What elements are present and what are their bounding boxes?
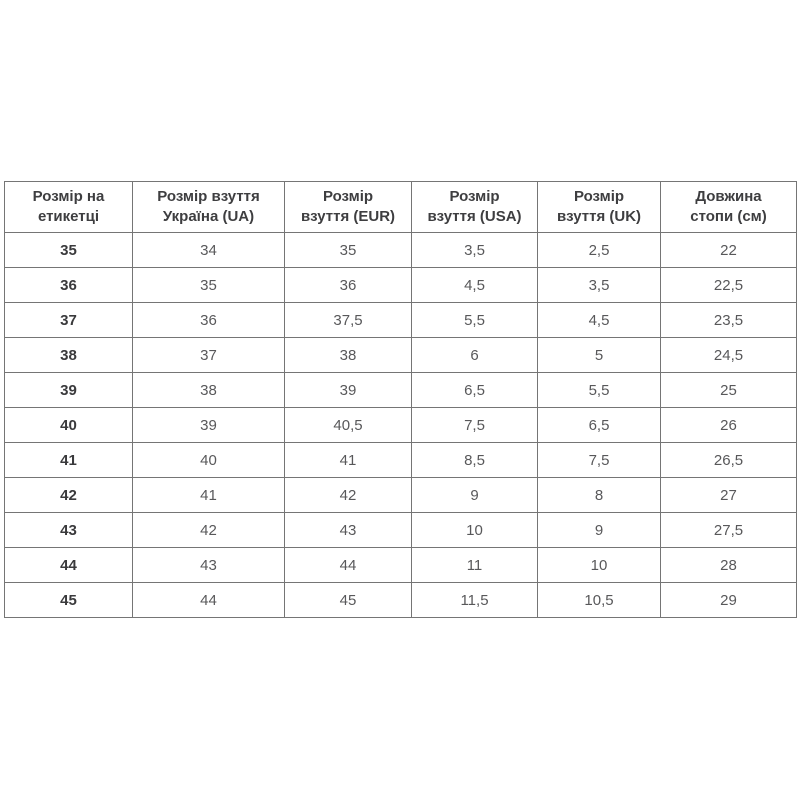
cell-usa: 7,5 [412,408,538,443]
header-line: Україна (UA) [162,208,255,225]
cell-uk: 7,5 [538,443,661,478]
table-row [5,408,797,443]
cell-cm: 23,5 [661,303,797,338]
cell-cm: 27,5 [661,513,797,548]
table-row [5,373,797,408]
cell-usa: 11,5 [412,583,538,618]
cell-ua: 39 [133,408,285,443]
cell-uk: 4,5 [538,303,661,338]
table-row [5,268,797,303]
cell-usa: 10 [412,513,538,548]
cell-eur: 44 [285,548,412,583]
cell-ua: 40 [133,443,285,478]
cell-label: 40 [5,408,133,443]
shoe-size-conversion-table [4,181,797,618]
cell-usa: 3,5 [412,233,538,268]
header-foot-length-cm [661,182,797,233]
cell-uk: 3,5 [538,268,661,303]
cell-label: 42 [5,478,133,513]
cell-label: 35 [5,233,133,268]
cell-label: 44 [5,548,133,583]
cell-cm: 29 [661,583,797,618]
cell-usa: 5,5 [412,303,538,338]
header-line: етикетці [37,208,100,225]
cell-ua: 36 [133,303,285,338]
cell-usa: 8,5 [412,443,538,478]
cell-label: 38 [5,338,133,373]
cell-ua: 38 [133,373,285,408]
table-header [5,182,797,233]
cell-uk: 10,5 [538,583,661,618]
cell-cm: 26,5 [661,443,797,478]
cell-cm: 27 [661,478,797,513]
cell-uk: 9 [538,513,661,548]
cell-eur: 35 [285,233,412,268]
cell-eur: 36 [285,268,412,303]
cell-eur: 45 [285,583,412,618]
cell-label: 37 [5,303,133,338]
header-line: взуття (UK) [556,208,642,225]
cell-ua: 44 [133,583,285,618]
header-line: Розмір [573,188,625,205]
header-line: Розмір [322,188,374,205]
cell-cm: 25 [661,373,797,408]
cell-label: 45 [5,583,133,618]
header-line: Розмір [449,188,500,205]
cell-uk: 8 [538,478,661,513]
cell-eur: 40,5 [285,408,412,443]
table-body [5,233,797,618]
cell-cm: 28 [661,548,797,583]
header-size-on-label [5,182,133,233]
header-size-usa [412,182,538,233]
table-row [5,443,797,478]
cell-uk: 2,5 [538,233,661,268]
cell-uk: 5,5 [538,373,661,408]
header-size-eur [285,182,412,233]
cell-label: 39 [5,373,133,408]
cell-eur: 42 [285,478,412,513]
cell-label: 41 [5,443,133,478]
cell-eur: 43 [285,513,412,548]
cell-usa: 4,5 [412,268,538,303]
header-row [5,182,797,233]
cell-ua: 43 [133,548,285,583]
header-line: взуття (EUR) [300,208,396,225]
cell-uk: 6,5 [538,408,661,443]
header-line: Довжина [695,188,762,205]
cell-label: 43 [5,513,133,548]
cell-eur: 41 [285,443,412,478]
cell-ua: 37 [133,338,285,373]
header-line: Розмір на [32,188,105,205]
cell-eur: 38 [285,338,412,373]
table-row [5,303,797,338]
cell-eur: 39 [285,373,412,408]
cell-ua: 34 [133,233,285,268]
cell-usa: 6,5 [412,373,538,408]
table-row [5,338,797,373]
cell-uk: 5 [538,338,661,373]
header-size-ua [133,182,285,233]
header-line: Розмір взуття [157,188,260,205]
cell-ua: 42 [133,513,285,548]
cell-uk: 10 [538,548,661,583]
cell-cm: 24,5 [661,338,797,373]
cell-usa: 11 [412,548,538,583]
cell-cm: 22 [661,233,797,268]
header-line: стопи (см) [690,208,767,225]
cell-eur: 37,5 [285,303,412,338]
table-row [5,583,797,618]
table-row [5,548,797,583]
cell-ua: 41 [133,478,285,513]
cell-cm: 22,5 [661,268,797,303]
cell-ua: 35 [133,268,285,303]
header-size-uk [538,182,661,233]
table-row [5,478,797,513]
cell-label: 36 [5,268,133,303]
table-row [5,513,797,548]
table-row [5,233,797,268]
cell-usa: 6 [412,338,538,373]
cell-usa: 9 [412,478,538,513]
header-line: взуття (USA) [427,208,522,225]
cell-cm: 26 [661,408,797,443]
